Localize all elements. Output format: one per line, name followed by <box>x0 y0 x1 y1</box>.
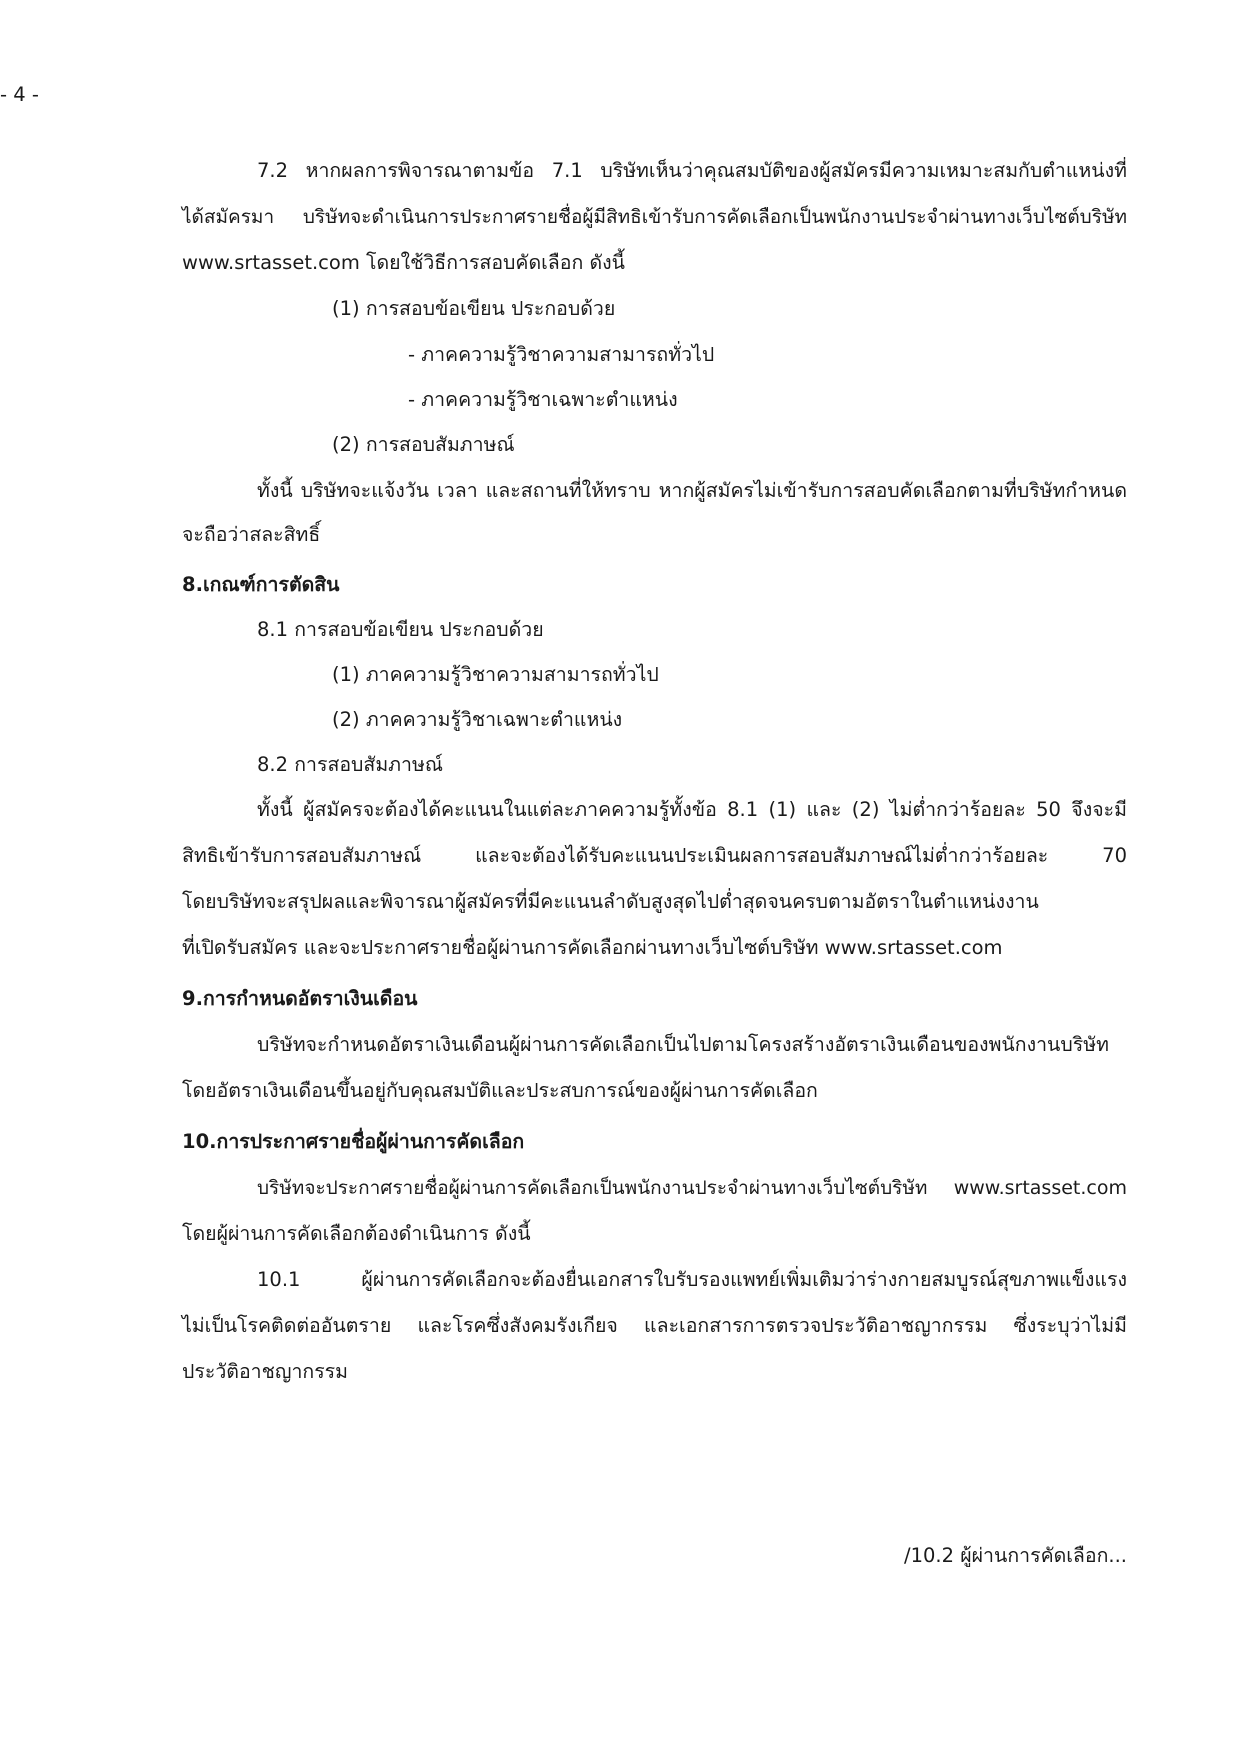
s9-line-2: โดยอัตราเงินเดือนขึ้นอยู่กับคุณสมบัติและประสบการณ์ของผู้ผ่านการคัดเลือก <box>182 1079 818 1102</box>
s7-2-note-line-2: จะถือว่าสละสิทธิ์ <box>182 523 321 546</box>
s10-1-line-3: ประวัติอาชญากรรม <box>182 1360 349 1383</box>
page-number: - 4 - <box>0 83 39 106</box>
s8-para-line-2: สิทธิเข้ารับการสอบสัมภาษณ์ และจะต้องได้รับคะแนนประเมินผลการสอบสัมภาษณ์ไม่ต่ำกว่าร้อยละ 70 <box>182 844 1127 867</box>
continuation-marker: /10.2 ผู้ผ่านการคัดเลือก... <box>904 1544 1127 1567</box>
s8-heading: 8.เกณฑ์การตัดสิน <box>182 573 340 596</box>
s10-line-2: โดยผู้ผ่านการคัดเลือกต้องดำเนินการ ดังนี้ <box>182 1222 531 1245</box>
s8-2-text: 8.2 การสอบสัมภาษณ์ <box>257 753 443 776</box>
s8-1-item-2: (2) ภาคความรู้วิชาเฉพาะตำแหน่ง <box>332 708 623 731</box>
s7-2-line-3: www.srtasset.com โดยใช้วิธีการสอบคัดเลือก ดังนี้ <box>182 251 625 274</box>
s9-heading: 9.การกำหนดอัตราเงินเดือน <box>182 987 418 1010</box>
s7-2-subitem-1: - ภาคความรู้วิชาความสามารถทั่วไป <box>408 343 715 366</box>
s7-2-item-1: (1) การสอบข้อเขียน ประกอบด้วย <box>332 297 616 320</box>
s8-para-line-4: ที่เปิดรับสมัคร และจะประกาศรายชื่อผู้ผ่านการคัดเลือกผ่านทางเว็บไซต์บริษัท www.srtasset.com <box>182 936 1003 959</box>
s8-1-text: 8.1 การสอบข้อเขียน ประกอบด้วย <box>257 618 544 641</box>
s9-line-1: บริษัทจะกำหนดอัตราเงินเดือนผู้ผ่านการคัดเลือกเป็นไปตามโครงสร้างอัตราเงินเดือนของพนักงานบริษัท <box>257 1033 1109 1056</box>
s10-1-line-2: ไม่เป็นโรคติดต่ออันตราย และโรคซึ่งสังคมรังเกียจ และเอกสารการตรวจประวัติอาชญากรรม ซึ่งระบุว่าไม่มี <box>182 1314 1127 1337</box>
s7-2-line-2: ได้สมัครมา บริษัทจะดำเนินการประกาศรายชื่อผู้มีสิทธิเข้ารับการคัดเลือกเป็นพนักงานประจำผ่านทางเว็บไซต์บริษัท <box>182 206 1127 228</box>
s7-2-note-line-1: ทั้งนี้ บริษัทจะแจ้งวัน เวลา และสถานที่ให้ทราบ หากผู้สมัครไม่เข้ารับการสอบคัดเลือกตามที่บริษัทกำหนด <box>257 479 1127 502</box>
s10-1-line-1: 10.1 ผู้ผ่านการคัดเลือกจะต้องยื่นเอกสารใบรับรองแพทย์เพิ่มเติมว่าร่างกายสมบูรณ์สุขภาพแข็งแรง <box>257 1268 1127 1291</box>
s7-2-line-1: 7.2 หากผลการพิจารณาตามข้อ 7.1 บริษัทเห็นว่าคุณสมบัติของผู้สมัครมีความเหมาะสมกับตำแหน่งที่ <box>257 159 1127 182</box>
s7-2-item-2: (2) การสอบสัมภาษณ์ <box>332 433 515 456</box>
s10-heading: 10.การประกาศรายชื่อผู้ผ่านการคัดเลือก <box>182 1130 525 1153</box>
s10-line-1: บริษัทจะประกาศรายชื่อผู้ผ่านการคัดเลือกเป็นพนักงานประจำผ่านทางเว็บไซต์บริษัท www.srtasset.com <box>257 1177 1127 1199</box>
s8-para-line-3: โดยบริษัทจะสรุปผลและพิจารณาผู้สมัครที่มีคะแนนลำดับสูงสุดไปต่ำสุดจนครบตามอัตราในตำแหน่งงาน <box>182 890 1039 913</box>
s8-1-item-1: (1) ภาคความรู้วิชาความสามารถทั่วไป <box>332 663 659 686</box>
s7-2-subitem-2: - ภาคความรู้วิชาเฉพาะตำแหน่ง <box>408 388 678 411</box>
s8-para-line-1: ทั้งนี้ ผู้สมัครจะต้องได้คะแนนในแต่ละภาคความรู้ทั้งข้อ 8.1 (1) และ (2) ไม่ต่ำกว่าร้อยละ 50 จึงจะมี <box>257 798 1127 821</box>
